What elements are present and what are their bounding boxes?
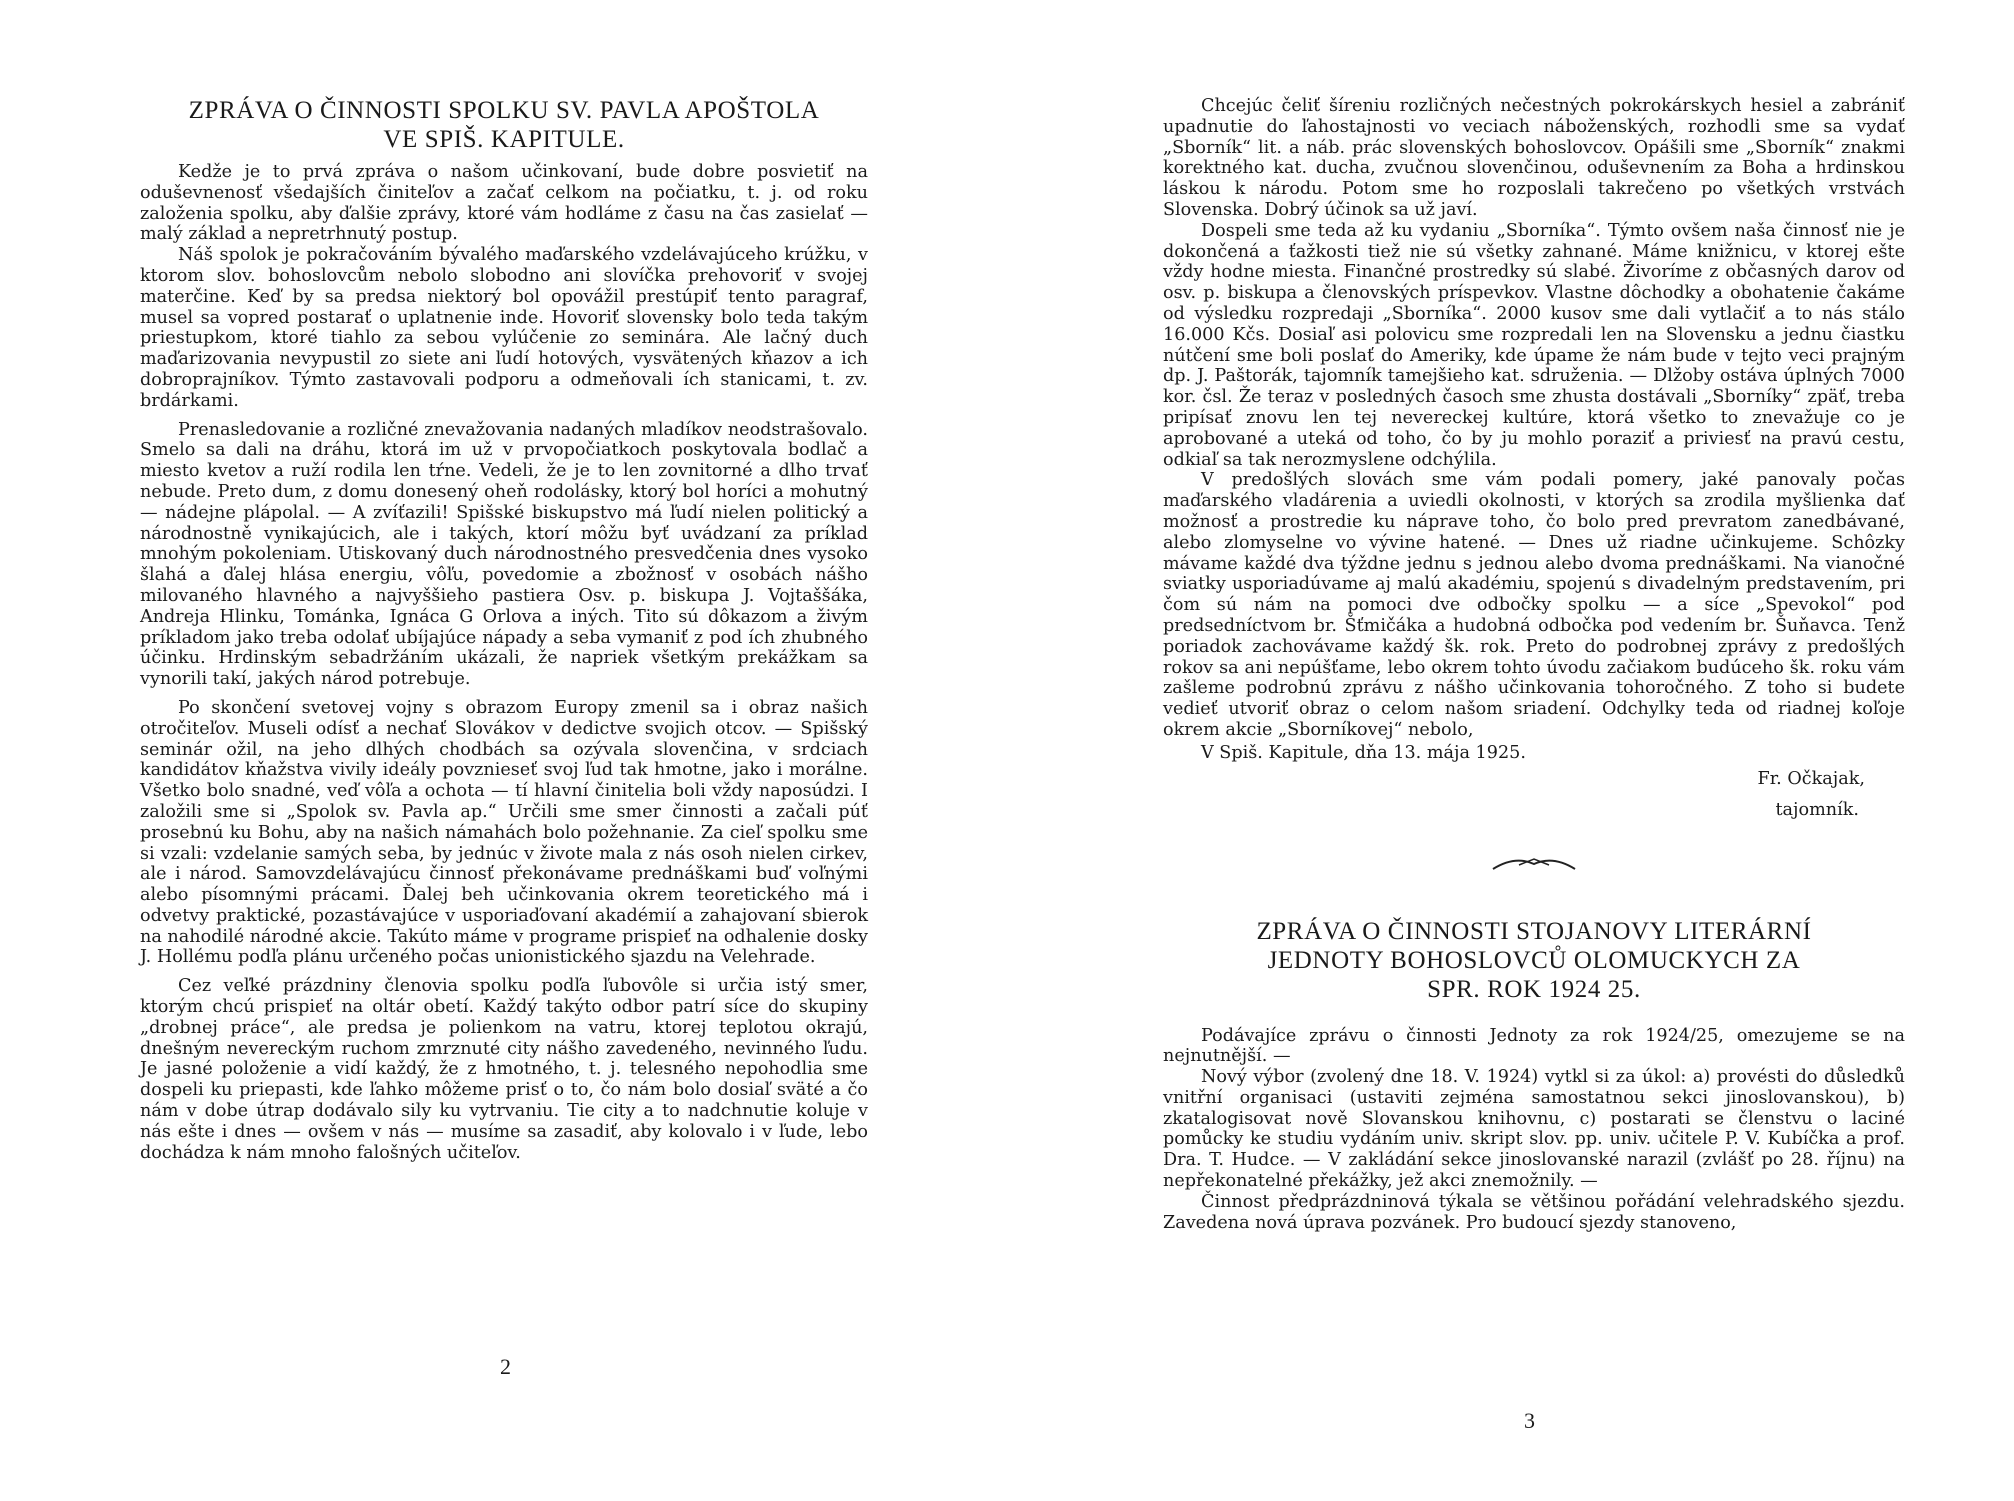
right-page	[1007, 0, 2014, 1501]
ornament-icon	[1489, 855, 1579, 873]
right-column	[1163, 96, 1905, 1233]
left-paragraph-5: Cez veľké prázdniny členovia spolku podľa ľubovôle si určia istý smer, ktorým chcú prispieť na oltár obetí. Každý takýto odbor patrí síce do skupiny „drobnej práce“, ale predsa je polienkom na vatru, ktorej teplotou okrajú, dnešným nevereckým ruchom zmrznuté city nášho zavedeného, nevinného ľudu. Je jasné položenie a vidí každý, že z hmotného, t. j. telesného nepohodlia sme dospeli ku priepasti, kde ľahko môžeme prisť o to, čo nám bolo dosiaľ sväté a čo nám v dobe útrap dodávalo sily ku vytrvaniu. Tie city a to nadchnutie koluje v nás ešte i dnes — ovšem v nás — musíme sa zasadiť, aby kolovalo i v ľude, lebo dochádza k nám mnoho falošných učiteľov.	[140, 976, 868, 1163]
left-paragraph-2: Náš spolok je pokračováním bývalého maďarského vzdelávajúceho krúžku, v ktorom slov. bohoslovcům nebolo slobodno ani slovíčka prehovoriť v svojej materčine. Keď by sa predsa niektorý bol opovážil prestúpiť tento paragraf, musel sa vopred postarať o uplatnenie inde. Hovoriť slovensky bolo teda takým priestupkom, ktoré tiahlo za sebou vylúčenie zo seminára. Ale lačný duch maďarizovania nevypustil zo siete ani ľudí hotových, vysvätených kňazov a ich dobroprajníkov. Týmto zastavovali podporu a odmeňovali ích stanicami, t. zv. brdárkami.	[140, 245, 868, 411]
left-paragraph-4: Po skončení svetovej vojny s obrazom Europy zmenil sa i obraz našich otročiteľov. Museli odísť a nechať Slovákov v dedictve svojich otcov. — Spišský seminár ožil, na jeho dlhých chodbách sa ozývala slovenčina, v srdciach kandidátov kňažstva vivily ideály povznieseť svoj ľud tak hmotne, jako i morálne. Všetko bolo snadné, veď vôľa a ochota — tí hlavní činitelia boli vždy naposúdzi. I založili sme si „Spolok sv. Pavla ap.“ Určili sme smer činnosti a začali púť prosebnú ku Bohu, aby na našich námahách bolo požehnanie. Za cieľ spolku sme si vzali: vzdelanie samých seba, by jednúc v živote mala z nás osoh nielen cirkev, ale i národ. Samovzdelávajúcu činnosť překonávame prednáškami buď voľnými alebo písomnými prácami. Ďalej beh učinkovania okrem teoretického má i odvetvy praktické, pozastávajúce v usporiaďovaní akadémií a zahajovaní sbierok na nahodilé národné akcie. Takúto máme v programe prispieť na odhalenie dosky J. Hollému podľa plánu určeného počas unionistického sjazdu na Velehrade.	[140, 697, 868, 968]
right-paragraph-3: V predošlých slovách sme vám podali pomery, jaké panovaly počas maďarského vladárenia a uviedli okolnosti, v ktorých sa zrodila myšlienka dať možnosť a prostredie ku náprave toho, čo bolo pred prevratom zanedbávané, alebo zlomyselne vo vývine hatené. — Dnes už riadne učinkujeme. Schôzky mávame každé dva týždne jednu s jednou alebo dvoma prednáškami. Na vianočné sviatky usporiadúvame aj malú akadémiu, spojenú s divadelným predstavením, pri čom sú nám na pomoci dve odbočky spolku — a síce „Spevokol“ pod predsedníctvom br. Šťmičáka a hudobná odbočka pod vedením br. Šuňavca. Tenž poriadok zachovávame každý šk. rok. Preto do podrobnej zprávy z predošlých rokov sa ani nepúšťame, lebo okrem tohto úvodu začiakom budúceho šk. roku vám zašleme podrobnú zprávu z nášho učinkovania tohoročného. Z toho si budete vedieť utvoriť obraz o celom našom sriadení. Odchylky teda od riadnej koľoje okrem akcie „Sborníkovej“ nebolo,	[1163, 470, 1905, 740]
place-date: V Spiš. Kapitule, dňa 13. mája 1925.	[1201, 742, 1526, 763]
right-title-line-2: JEDNOTY BOHOSLOVCŮ OLOMUCKYCH ZA	[1267, 946, 1801, 974]
left-article-title	[140, 96, 868, 154]
left-paragraph-3: Prenasledovanie a rozličné znevažovania nadaných mladíkov neodstrašovalo. Smelo sa dali na dráhu, ktorá im už v prvopočiatkoch poskytovala bodlač a miesto kvetov a ruží rodila len tŕne. Vedeli, že je to len zovnitorné a dlho trvať nebude. Preto dum, z domu donesený oheň rodolásky, ktorý bol horíci a mohutný — nádejne plápolal. — A zvíťazili! Spišské biskupstvo má ľudí nielen politický a národnostně vynikajúcich, ale i takých, ktorí môžu byť uvádzaní za príklad mnohým pokoleniam. Utiskovaný duch národnostného presvedčenia dnes vysoko šlahá a ďalej hlása energiu, vôľu, povedomie a zbožnosť v osobách nášho milovaného hlavného a najvyššieho pastiera Osv. p. biskupa J. Vojtaššáka, Andreja Hlinku, Tománka, Ignáca G Orlova a iných. Tito sú dôkazom a živým príkladom jako treba odolať ubíjajúce nápady a seba vymaniť z pod ích zhubného účinku. Hrdinským sebadržáním ukázali, že napriek všetkým prekážkam sa vynorili takí, jakých národ potrebuje.	[140, 419, 868, 690]
left-paragraph-1: Kedže je to prvá zpráva o našom učinkovaní, bude dobre posvietiť na oduševnenosť všedajších činiteľov a začať celkom na počiatku, t. j. od roku založenia spolku, aby ďalšie zprávy, ktoré vám hodláme z času na čas zasielať — malý základ a nepretrhnutý postup.	[140, 162, 868, 245]
right-paragraph-4: Podávajíce zprávu o činnosti Jednoty za rok 1924/25, omezujeme se na nejnutnější. —	[1163, 1025, 1905, 1067]
right-title-line-1: ZPRÁVA O ČINNOSTI STOJANOVY LITERÁRNÍ	[1256, 917, 1812, 945]
right-paragraph-1: Chcejúc čeliť šíreniu rozličných nečestných pokrokárskych hesiel a zabrániť upadnutie do ľahostajnosti vo veciach náboženských, rozhodli sme sa vydať „Sborník“ lit. a náb. prác slovenských bohoslovcov. Opášili sme „Sborník“ znakmi korektného kat. ducha, zvučnou slovenčinou, oduševnením za Boha a hrdinskou láskou k národu. Potom sme ho rozposlali takrečeno po všetkých vrstvách Slovenska. Dobrý účinok sa už javí.	[1163, 96, 1905, 220]
right-paragraph-6: Činnost předprázdninová týkala se většinou pořádání velehradského sjezdu. Zavedena nová úprava pozvánek. Pro budoucí sjezdy stanoveno,	[1163, 1191, 1905, 1233]
right-article-title	[1163, 917, 1905, 1004]
right-title-line-3: SPR. ROK 1924 25.	[1427, 975, 1641, 1003]
right-paragraph-5: Nový výbor (zvolený dne 18. V. 1924) vytkl si za úkol: a) provésti do důsledků vnitřní organisaci (ustaviti zejména samostatnou sekci jinoslovanskou), b) zkatalogisovat nově Slovanskou knihovnu, c) postarati se členstvu o laciné pomůcky ke studiu vydáním univ. skript slov. pp. univ. učitele P. V. Kubíčka a prof. Dra. T. Hudce. — V zakládání sekce jinoslovanské narazil (zvlášť po 28. říjnu) na nepřekonatelné překážky, jež akci znemožnily. —	[1163, 1067, 1905, 1192]
page-number-left: 2	[500, 1354, 511, 1379]
right-paragraph-2: Dospeli sme teda až ku vydaniu „Sborníka“. Týmto ovšem naša činnosť nie je dokončená a ťažkosti tiež nie sú všetky zahnané. Máme knižnicu, v ktorej ešte vždy hodne miesta. Finančné prostredky sú slabé. Živoríme z občasných darov od osv. p. biskupa a členovských príspevkov. Vlastne dôchodky a obohatenie čakáme od výsledku rozpredaji „Sborníka“. 2000 kusov sme dali vytlačiť a to nás stálo 16.000 Kčs. Dosiaľ asi polovicu sme rozpredali len na Slovensku a jednu čiastku nútčení sme boli poslať do Ameriky, kde úpame že nám bude v tejto veci prajným dp. J. Paštorák, tajomník tamejšieho kat. sdruženia. — Dlžoby ostáva úplných 7000 kor. čsl. Že teraz v posledných časoch sme zhusta dostávali „Sborníky“ zpäť, treba pripísať znovu len tej nevereckej kultúre, ktorá všetko to znevažuje co je aprobované a uteká od toho, čo by ju mohlo poraziť a priviesť na pravú cestu, odkiaľ sa tak nerozmyslene odchýlila.	[1163, 220, 1905, 470]
ornament-divider	[1163, 854, 1905, 879]
left-title-line-1: ZPRÁVA O ČINNOSTI SPOLKU SV. PAVLA APOŠTOLA	[188, 97, 820, 124]
page-number-right: 3	[1524, 1408, 1535, 1433]
signature-role: tajomník.	[1775, 799, 1859, 820]
left-column	[140, 96, 868, 1163]
signature-name: Fr. Očkajak,	[1757, 768, 1865, 789]
left-title-line-2: VE SPIŠ. KAPITULE.	[383, 126, 625, 153]
signature	[1163, 764, 1865, 826]
